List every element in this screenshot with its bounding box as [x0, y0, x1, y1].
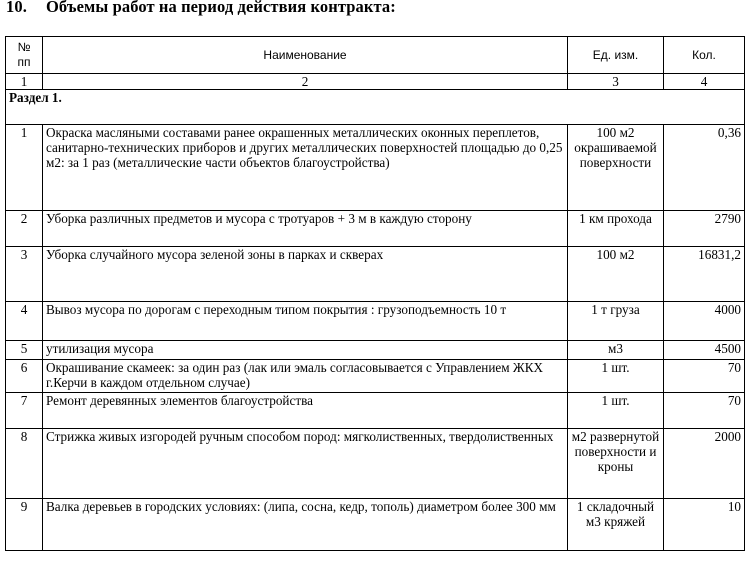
header-unit: Ед. изм. [568, 37, 664, 74]
row-number: 1 [6, 125, 43, 211]
row-number: 7 [6, 393, 43, 429]
header-num [6, 37, 43, 74]
row-name: Окраска масляными составами ранее окрашенных металлических оконных переплетов, санитарно-технических приборов и других металлических поверхностей площадью до 0,25 м2: за 1 раз (металлические части объектов благоустройства) [43, 125, 568, 211]
works-table [5, 36, 745, 551]
row-unit: 1 шт. [568, 360, 664, 393]
row-qty: 70 [664, 393, 745, 429]
table-row [6, 247, 745, 302]
header-qty: Кол. [664, 37, 745, 74]
row-name: Окрашивание скамеек: за один раз (лак или эмаль согласовывается с Управлением ЖКХ г.Керчи в каждом отдельном случае) [43, 360, 568, 393]
table-row [6, 360, 745, 393]
heading-title: Объемы работ на период действия контракта: [46, 0, 396, 16]
row-qty: 10 [664, 499, 745, 551]
row-qty: 0,36 [664, 125, 745, 211]
row-qty: 4000 [664, 302, 745, 341]
row-unit: 1 км прохода [568, 211, 664, 247]
row-name: Стрижка живых изгородей ручным способом пород: мягколиственных, твердолиственных [43, 429, 568, 499]
table-row [6, 211, 745, 247]
row-unit: 1 т груза [568, 302, 664, 341]
row-unit: 1 шт. [568, 393, 664, 429]
row-number: 4 [6, 302, 43, 341]
row-name: Валка деревьев в городских условиях: (липа, сосна, кедр, тополь) диаметром более 300 мм [43, 499, 568, 551]
column-number: 3 [568, 74, 664, 90]
heading-number: 10. [6, 0, 27, 16]
table-row [6, 429, 745, 499]
table-row [6, 393, 745, 429]
row-name: Уборка различных предметов и мусора с тротуаров + 3 м в каждую сторону [43, 211, 568, 247]
column-number: 4 [664, 74, 745, 90]
section-row [6, 90, 745, 125]
table-row [6, 499, 745, 551]
row-number: 8 [6, 429, 43, 499]
row-unit: 100 м2 [568, 247, 664, 302]
row-number: 9 [6, 499, 43, 551]
section-title: Раздел 1. [6, 90, 745, 125]
column-number: 1 [6, 74, 43, 90]
row-unit: м2 развернутой поверхности и кроны [568, 429, 664, 499]
table-row [6, 125, 745, 211]
row-unit: 100 м2 окрашиваемой поверхности [568, 125, 664, 211]
column-number: 2 [43, 74, 568, 90]
document-heading [6, 0, 396, 17]
table-row [6, 341, 745, 360]
row-number: 2 [6, 211, 43, 247]
row-name: Уборка случайного мусора зеленой зоны в парках и скверах [43, 247, 568, 302]
row-qty: 4500 [664, 341, 745, 360]
row-name: Ремонт деревянных элементов благоустройства [43, 393, 568, 429]
header-num-line2: пп [17, 55, 31, 69]
row-number: 5 [6, 341, 43, 360]
row-name: Вывоз мусора по дорогам с переходным типом покрытия : грузоподъемность 10 т [43, 302, 568, 341]
row-qty: 2000 [664, 429, 745, 499]
row-unit: 1 складочный м3 кряжей [568, 499, 664, 551]
row-qty: 16831,2 [664, 247, 745, 302]
row-qty: 70 [664, 360, 745, 393]
table-row [6, 302, 745, 341]
row-number: 6 [6, 360, 43, 393]
column-numbers-row [6, 74, 745, 90]
header-name: Наименование [43, 37, 568, 74]
row-name: утилизация мусора [43, 341, 568, 360]
row-number: 3 [6, 247, 43, 302]
row-qty: 2790 [664, 211, 745, 247]
header-num-line1: № [17, 40, 31, 54]
row-unit: м3 [568, 341, 664, 360]
table-header-row [6, 37, 745, 74]
